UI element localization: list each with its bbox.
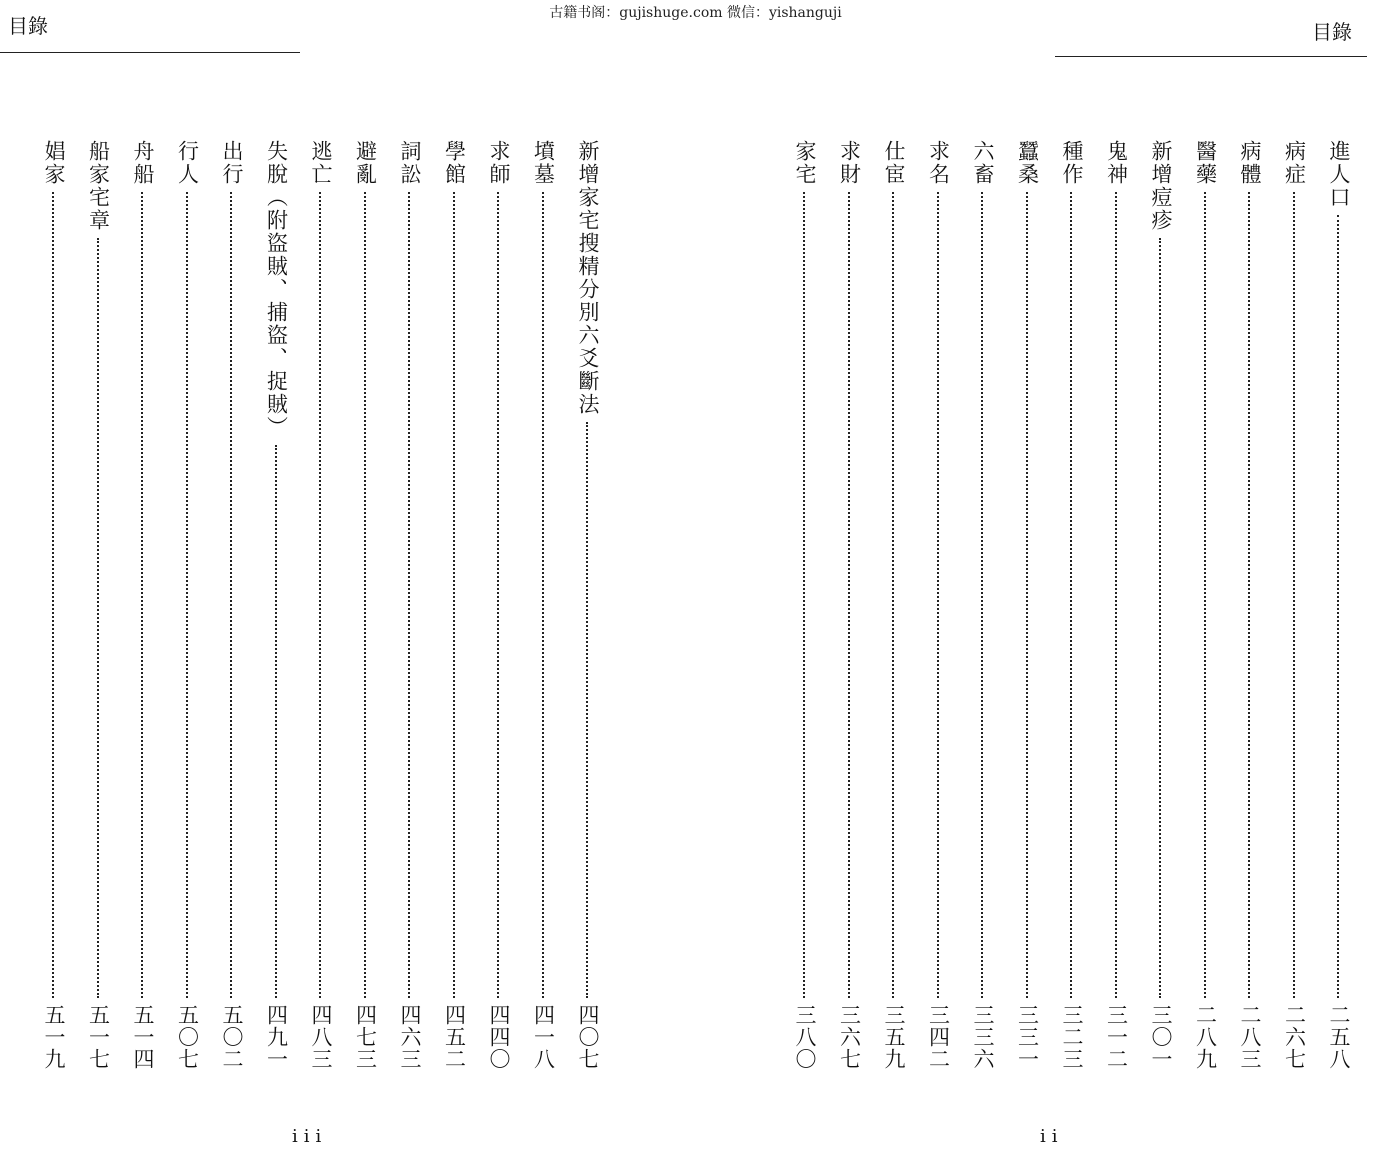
dot-leader [186,192,188,998]
dot-leader [1248,192,1250,998]
toc-entry [790,140,820,1070]
toc-entry [440,140,470,1070]
toc-entry-title: 詞訟 [398,140,422,186]
dot-leader [497,192,499,998]
toc-entry [173,140,203,1070]
toc-entry-title: 家宅 [793,140,817,186]
toc-entry [351,140,381,1070]
toc-entry-title: 醫藥 [1193,140,1218,186]
toc-entry [1146,140,1176,1070]
right-header-rule [1055,56,1367,57]
dot-leader [408,192,410,998]
toc-entry-page: 三二三 [1060,1004,1084,1070]
toc-entry [84,140,114,1070]
toc-entry [1191,140,1221,1070]
toc-entry [306,140,336,1070]
toc-entry-title: 求師 [487,140,511,186]
dot-leader [1204,192,1206,998]
toc-entry-page: 五一七 [86,1004,111,1070]
toc-entry-page: 四五二 [442,1004,467,1070]
toc-entry-page: 四一八 [531,1004,556,1070]
toc-entry-title: 仕宦 [882,140,906,186]
right-page-header: 目錄 [1312,20,1352,44]
toc-entry-title: 求財 [837,140,862,186]
toc-entry [573,140,603,1070]
toc-entry-page: 五一九 [42,1004,66,1070]
toc-entry [968,140,998,1070]
dot-leader [803,192,805,998]
toc-entry-title: 種作 [1060,140,1084,186]
toc-entry-page: 二八九 [1193,1004,1218,1070]
toc-entry-title: 出行 [220,140,244,186]
toc-entry-page: 二五八 [1327,1004,1351,1070]
toc-entry-page: 三六七 [837,1004,862,1070]
toc-entry-page: 四八三 [309,1004,333,1070]
toc-entry-title: 舟船 [131,140,155,186]
dot-leader [892,192,894,998]
toc-entry-page: 四六三 [398,1004,422,1070]
toc-entry-page: 五〇二 [220,1004,244,1070]
toc-entry-page: 三三一 [1015,1004,1040,1070]
toc-entry [484,140,514,1070]
toc-entry-title: 墳墓 [531,140,556,186]
toc-entry-page: 五〇七 [175,1004,200,1070]
toc-entry [1280,140,1310,1070]
toc-entry [39,140,69,1070]
toc-entry [395,140,425,1070]
dot-leader [1293,192,1295,998]
toc-entry-title: 學館 [442,140,467,186]
toc-entry-title: 行人 [175,140,200,186]
dot-leader [1159,238,1161,998]
dot-leader [230,192,232,998]
dot-leader [1337,215,1339,998]
toc-entry-title: 新增家宅搜精分別六爻斷法 [576,140,600,416]
dot-leader [141,192,143,998]
toc-entry [262,140,292,1070]
dot-leader [453,192,455,998]
dot-leader [52,192,54,998]
left-header-rule [0,52,300,53]
toc-entry-page: 三五九 [882,1004,906,1070]
toc-entry-page: 二八三 [1238,1004,1262,1070]
toc-entry [924,140,954,1070]
toc-entry [1324,140,1354,1070]
dot-leader [275,445,277,998]
toc-entry [835,140,865,1070]
toc-entry-title: 鬼神 [1104,140,1129,186]
toc-entry-page: 三三六 [971,1004,995,1070]
left-page-number: iii [292,1126,328,1147]
toc-entry-page: 五一四 [131,1004,155,1070]
toc-entry-page: 三一二 [1104,1004,1129,1070]
dot-leader [1115,192,1117,998]
dot-leader [1026,192,1028,998]
dot-leader [542,192,544,998]
toc-entry-page: 四〇七 [576,1004,600,1070]
right-page-number: ii [1040,1126,1064,1147]
toc-entry [217,140,247,1070]
toc-entry [128,140,158,1070]
toc-entry [1013,140,1043,1070]
toc-entry-title: 娼家 [42,140,66,186]
toc-entry-page: 四九一 [264,1004,289,1070]
dot-leader [586,422,588,998]
toc-entry-page: 三八〇 [793,1004,817,1070]
toc-entry [1057,140,1087,1070]
toc-entry [529,140,559,1070]
dot-leader [97,238,99,998]
toc-entry-title: 六畜 [971,140,995,186]
toc-entry [1235,140,1265,1070]
toc-entry-title: 求名 [926,140,951,186]
toc-entry-title: 船家宅章 [86,140,111,232]
toc-entry-page: 三〇一 [1149,1004,1173,1070]
toc-entry-title: 避亂 [353,140,378,186]
toc-entry-page: 四四〇 [487,1004,511,1070]
toc-entry-title: 病體 [1238,140,1262,186]
dot-leader [981,192,983,998]
toc-entry-title: 失脫（附盜賊、捕盜、捉賊） [264,140,289,439]
toc-entry-page: 三四二 [926,1004,951,1070]
toc-entry-title: 進人口 [1327,140,1351,209]
toc-entry-page: 四七三 [353,1004,378,1070]
dot-leader [319,192,321,998]
toc-entry-title: 病症 [1282,140,1307,186]
dot-leader [364,192,366,998]
toc-entry-title: 蠶桑 [1015,140,1040,186]
toc-entry [1102,140,1132,1070]
toc-entry-page: 二六七 [1282,1004,1307,1070]
dot-leader [937,192,939,998]
toc-entry-title: 新增痘疹 [1149,140,1173,232]
toc-entry [879,140,909,1070]
watermark-text: 古籍书阁：gujishuge.com 微信：yishanguji [549,5,842,21]
left-page-header: 目錄 [8,14,48,38]
dot-leader [1070,192,1072,998]
dot-leader [848,192,850,998]
toc-entry-title: 逃亡 [309,140,333,186]
